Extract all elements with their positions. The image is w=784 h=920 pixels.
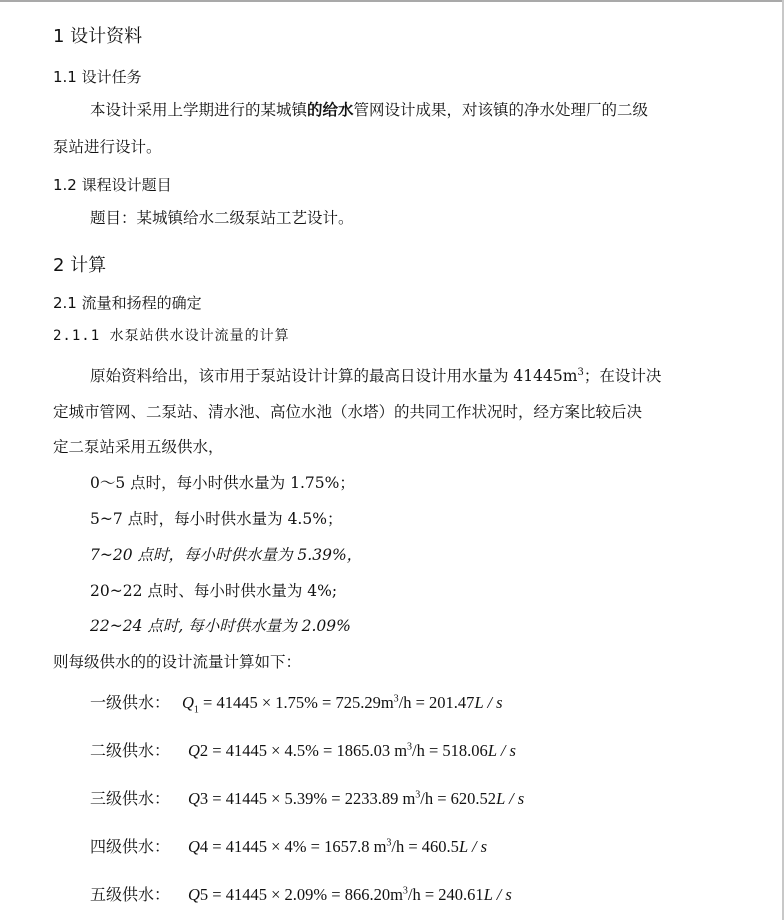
- period-line: 7~20 点时，每小时供水量为 5.39%，: [90, 546, 363, 564]
- superscript: 3: [402, 885, 408, 897]
- heading-1: 1 设计资料: [53, 26, 143, 47]
- heading-2-1: 2.1 流量和扬程的确定: [53, 294, 202, 312]
- para-design-task-line1: [90, 98, 648, 120]
- text: 原始资料给出，该市用于泵站设计计算的最高日设计用水量为 41445m: [90, 367, 578, 385]
- unit: /h = 201.47: [398, 693, 475, 712]
- heading-1-1: 1.1 设计任务: [53, 68, 142, 86]
- q-subscript: 3: [199, 789, 209, 808]
- equation-row: [90, 882, 512, 905]
- equation-expr: [188, 885, 512, 904]
- text: 本设计采用上学期进行的某城镇: [90, 101, 308, 119]
- result-unit: L / s: [483, 885, 512, 904]
- result-unit: L / s: [474, 693, 503, 712]
- equation-label: 五级供水：: [90, 885, 171, 904]
- para-design-task-line2: 泵站进行设计。: [53, 138, 162, 156]
- para-flow-line1: [90, 364, 661, 386]
- calc: = 41445 × 5.39% = 2233.89 m: [208, 789, 416, 808]
- superscript: 3: [415, 789, 421, 801]
- bold-text: 的给水: [307, 100, 354, 119]
- unit: /h = 460.5: [391, 837, 459, 856]
- equation-row: [90, 834, 487, 857]
- equation-expr: [188, 789, 524, 808]
- superscript: 3: [393, 693, 399, 705]
- result-unit: L / s: [496, 789, 525, 808]
- q-subscript: 1: [193, 704, 199, 716]
- period-line: 20~22 点时、每小时供水量为 4%;: [90, 582, 338, 600]
- para-flow-line3: 定二泵站采用五级供水，: [53, 438, 224, 456]
- superscript: 3: [386, 837, 392, 849]
- equation-row: [90, 786, 524, 809]
- q-symbol: Q: [188, 837, 200, 856]
- unit: /h = 240.61: [407, 885, 484, 904]
- heading-1-2: 1.2 课程设计题目: [53, 176, 172, 194]
- period-line: 0～5 点时，每小时供水量为 1.75%；: [90, 474, 355, 492]
- unit: /h = 620.52: [420, 789, 497, 808]
- heading-2: 2 计算: [53, 255, 107, 276]
- calc: = 41445 × 4% = 1657.8 m: [208, 837, 387, 856]
- calc: = 41445 × 4.5% = 1865.03 m: [208, 741, 408, 760]
- equation-label: 二级供水：: [90, 741, 171, 760]
- superscript: 3: [577, 366, 584, 378]
- q-symbol: Q: [188, 789, 200, 808]
- para-calc-intro: 则每级供水的的设计流量计算如下：: [53, 653, 302, 671]
- equation-label: 四级供水：: [90, 837, 171, 856]
- equation-row: [90, 690, 503, 715]
- q-subscript: 5: [199, 885, 209, 904]
- top-border: [0, 0, 784, 2]
- unit: /h = 518.06: [412, 741, 488, 760]
- period-line: 5~7 点时，每小时供水量为 4.5%；: [90, 510, 343, 528]
- para-flow-line2: 定城市管网、二泵站、清水池、高位水池（水塔）的共同工作状况时，经方案比较后决: [53, 403, 643, 421]
- equation-expr: [188, 741, 516, 760]
- text: 管网设计成果，对该镇的净水处理厂的二级: [353, 101, 649, 119]
- calc: = 41445 × 2.09% = 866.20m: [208, 885, 403, 904]
- q-symbol: Q: [188, 885, 200, 904]
- calc: = 41445 × 1.75% = 725.29m: [198, 693, 394, 712]
- superscript: 3: [407, 741, 413, 753]
- q-subscript: 2: [199, 741, 209, 760]
- period-line: 22~24 点时, 每小时供水量为 2.09%: [90, 617, 351, 635]
- q-subscript: 4: [199, 837, 209, 856]
- q-symbol: Q: [188, 741, 200, 760]
- text: ；在设计决: [583, 367, 662, 385]
- q-symbol: Q: [182, 693, 194, 712]
- result-unit: L / s: [458, 837, 488, 856]
- equation-label: 一级供水：: [90, 693, 171, 712]
- para-topic: 题目：某城镇给水二级泵站工艺设计。: [90, 209, 354, 227]
- equation-expr: [188, 837, 487, 856]
- result-unit: L / s: [487, 741, 516, 760]
- heading-2-1-1: 2.1.1 水泵站供水设计流量的计算: [53, 328, 290, 344]
- equation-row: [90, 738, 516, 761]
- equation-expr: [182, 693, 503, 716]
- equation-label: 三级供水：: [90, 789, 171, 808]
